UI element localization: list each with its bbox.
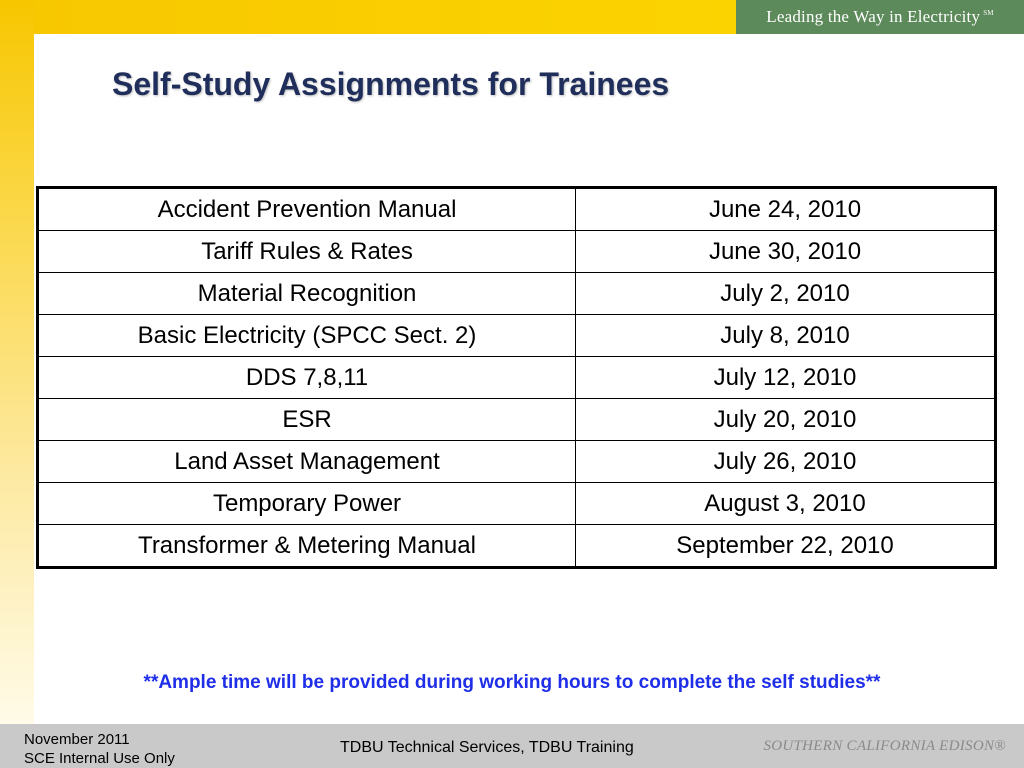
service-mark: SM [983,9,994,17]
company-logo-text: SOUTHERN CALIFORNIA EDISON® [763,738,1006,754]
table-row [38,188,996,231]
table-row [38,273,996,315]
due-date-cell: July 8, 2010 [576,315,996,357]
table-row [38,525,996,568]
due-date-cell: June 30, 2010 [576,231,996,273]
due-date-cell: July 26, 2010 [576,441,996,483]
footer-date: November 2011 [24,731,130,748]
footnote: **Ample time will be provided during working hours to complete the self studies** [143,672,881,693]
footer-left [24,730,175,768]
task-cell: Accident Prevention Manual [38,188,576,231]
due-date-cell: June 24, 2010 [576,188,996,231]
task-cell: ESR [38,399,576,441]
tagline-text: Leading the Way in Electricity [766,7,981,26]
table-row [38,441,996,483]
due-date-cell: July 20, 2010 [576,399,996,441]
task-cell: Land Asset Management [38,441,576,483]
task-cell: DDS 7,8,11 [38,357,576,399]
footer-bar [0,724,1024,768]
task-cell: Material Recognition [38,273,576,315]
left-brand-band [0,0,34,724]
footer-classification: SCE Internal Use Only [24,750,175,767]
table-row [38,357,996,399]
table-row [38,315,996,357]
assignments-table [36,186,997,569]
task-cell: Tariff Rules & Rates [38,231,576,273]
footer-department: TDBU Technical Services, TDBU Training [340,739,634,756]
due-date-cell: July 12, 2010 [576,357,996,399]
table-row [38,483,996,525]
due-date-cell: September 22, 2010 [576,525,996,568]
table-row [38,399,996,441]
task-cell: Transformer & Metering Manual [38,525,576,568]
slide-title: Self-Study Assignments for Trainees [112,66,670,102]
due-date-cell: July 2, 2010 [576,273,996,315]
brand-tagline [736,0,1024,34]
task-cell: Temporary Power [38,483,576,525]
task-cell: Basic Electricity (SPCC Sect. 2) [38,315,576,357]
table-row [38,231,996,273]
due-date-cell: August 3, 2010 [576,483,996,525]
